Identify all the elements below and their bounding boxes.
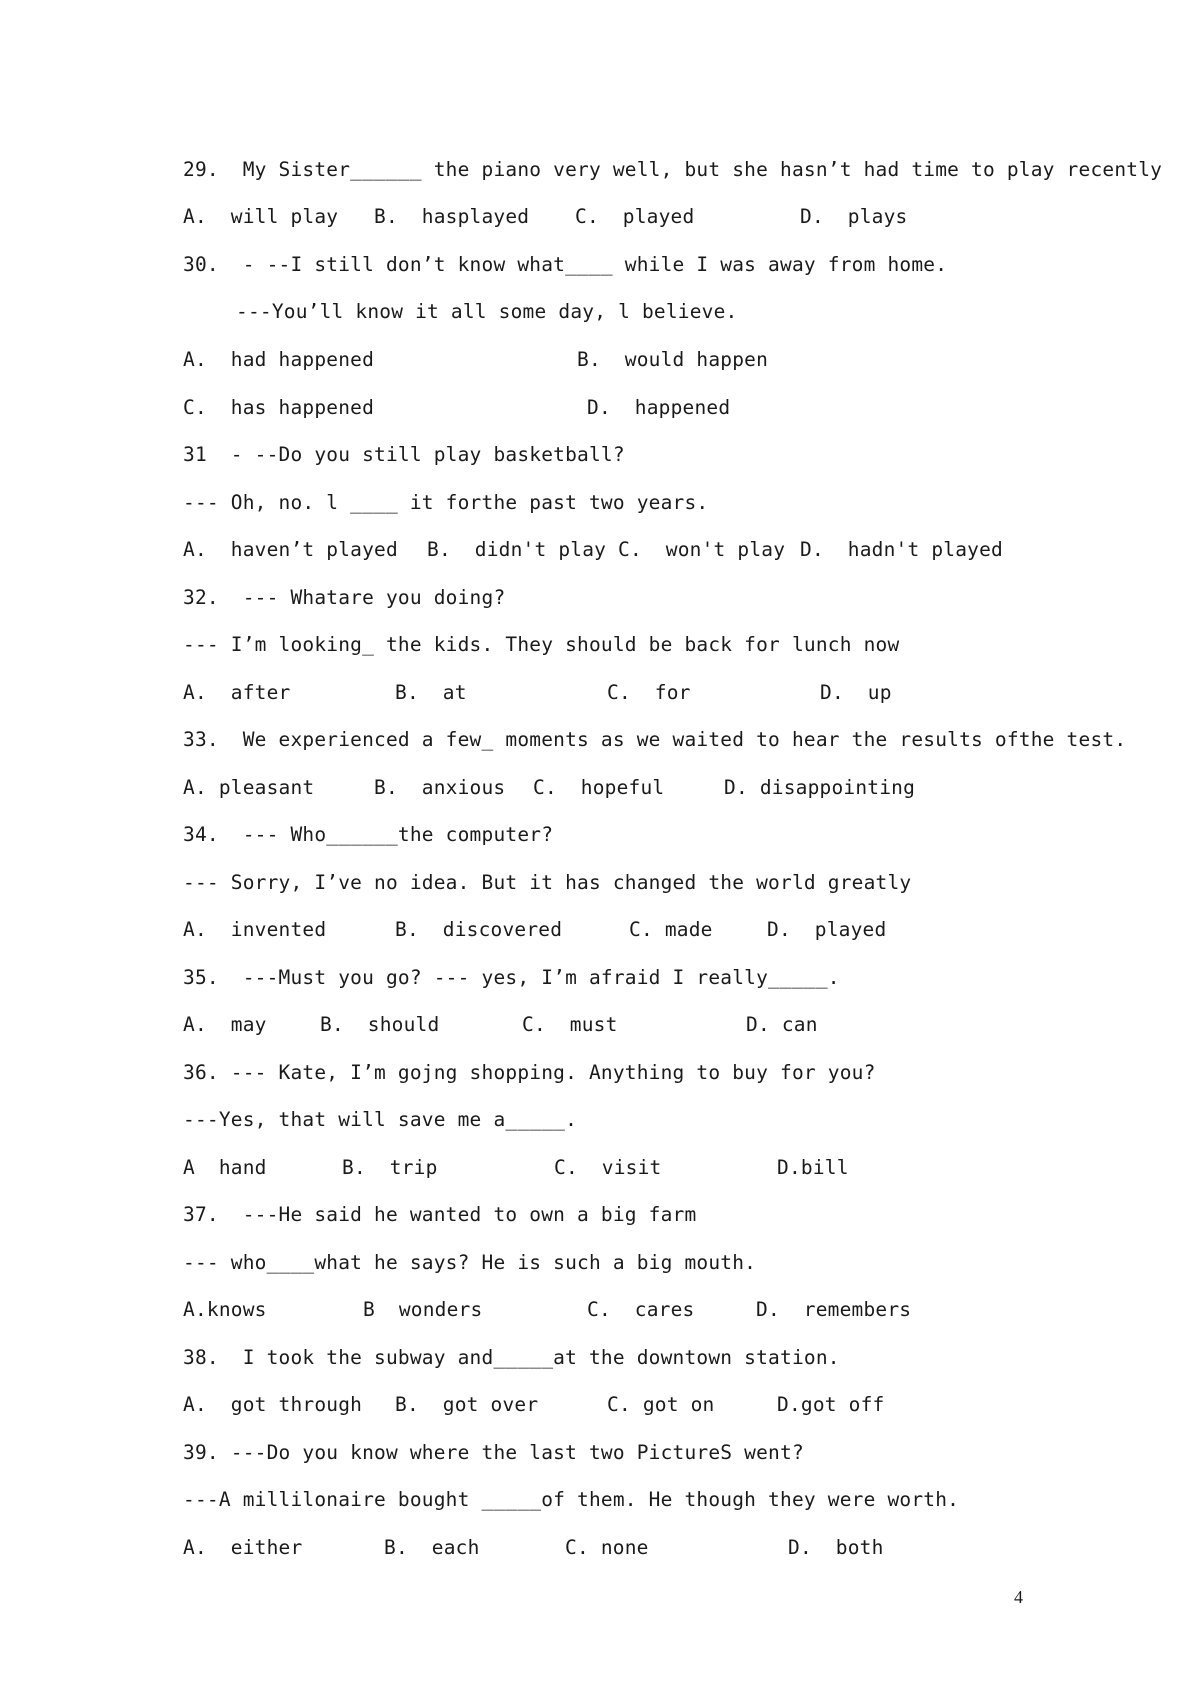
question-37-reply: --- who____what he says? He is such a big mouth.: [183, 1251, 757, 1274]
question-32-option-c: C. for: [607, 681, 691, 704]
question-32-option-a: A. after: [183, 681, 291, 704]
question-39-stem: 39. ---Do you know where the last two PictureS went?: [183, 1441, 804, 1464]
question-36-option-b: B. trip: [342, 1156, 438, 1179]
question-34-stem: 34. --- Who______the computer?: [183, 823, 554, 846]
question-31-reply: --- Oh, no. l ____ it forthe past two years.: [183, 491, 709, 514]
question-37-stem: 37. ---He said he wanted to own a big farm: [183, 1203, 697, 1226]
question-37-option-d: D. remembers: [756, 1298, 912, 1321]
question-29-stem: 29. My Sister______ the piano very well, but she hasn’t had time to play recently: [183, 158, 1163, 181]
question-34-option-d: D. played: [767, 918, 887, 941]
question-29-option-b: B. hasplayed: [374, 205, 530, 228]
question-29-option-c: C. played: [575, 205, 695, 228]
question-29-option-a: A. will play: [183, 205, 339, 228]
question-32-option-d: D. up: [820, 681, 892, 704]
question-38-stem: 38. I took the subway and_____at the downtown station.: [183, 1346, 840, 1369]
question-38-option-d: D.got off: [777, 1393, 885, 1416]
question-36-option-d: D.bill: [777, 1156, 849, 1179]
question-39-option-c: C. none: [565, 1536, 649, 1559]
question-33-stem: 33. We experienced a few_ moments as we waited to hear the results ofthe test.: [183, 728, 1127, 751]
question-33-option-d: D. disappointing: [724, 776, 916, 799]
question-29-option-d: D. plays: [800, 205, 908, 228]
page-number: 4: [1014, 1587, 1023, 1607]
question-35-option-d: D. can: [746, 1013, 818, 1036]
question-31-option-c: C. won't play: [618, 538, 786, 561]
question-30-stem: 30. - --I still don’t know what____ while I was away from home.: [183, 253, 948, 276]
question-38-option-b: B. got over: [395, 1393, 539, 1416]
question-32-reply: --- I’m looking_ the kids. They should be back for lunch now: [183, 633, 900, 656]
question-39-reply: ---A millilonaire bought _____of them. He though they were worth.: [183, 1488, 960, 1511]
question-31-option-a: A. haven’t played: [183, 538, 398, 561]
question-31-option-b: B. didn't play: [427, 538, 607, 561]
question-37-option-b: B wonders: [363, 1298, 483, 1321]
question-33-option-c: C. hopeful: [533, 776, 665, 799]
question-33-option-a: A. pleasant: [183, 776, 315, 799]
question-34-option-c: C. made: [629, 918, 713, 941]
question-36-reply: ---Yes, that will save me a_____.: [183, 1108, 578, 1131]
question-36-option-a: A hand: [183, 1156, 267, 1179]
question-30-option-b: B. would happen: [577, 348, 769, 371]
question-35-option-c: C. must: [522, 1013, 618, 1036]
question-31-option-d: D. hadn't played: [800, 538, 1003, 561]
question-34-reply: --- Sorry, I’ve no idea. But it has changed the world greatly: [183, 871, 912, 894]
question-34-option-a: A. invented: [183, 918, 327, 941]
question-32-option-b: B. at: [395, 681, 467, 704]
question-37-option-c: C. cares: [587, 1298, 695, 1321]
question-36-option-c: C. visit: [554, 1156, 662, 1179]
question-38-option-a: A. got through: [183, 1393, 363, 1416]
question-39-option-b: B. each: [384, 1536, 480, 1559]
question-35-option-a: A. may: [183, 1013, 267, 1036]
question-34-option-b: B. discovered: [395, 918, 563, 941]
question-30-option-d: D. happened: [587, 396, 731, 419]
question-30-option-c: C. has happened: [183, 396, 375, 419]
question-36-stem: 36. --- Kate, I’m gojng shopping. Anything to buy for you?: [183, 1061, 876, 1084]
question-37-option-a: A.knows: [183, 1298, 267, 1321]
question-38-option-c: C. got on: [607, 1393, 715, 1416]
question-33-option-b: B. anxious: [374, 776, 506, 799]
question-31-stem: 31 - --Do you still play basketball?: [183, 443, 625, 466]
question-39-option-d: D. both: [788, 1536, 884, 1559]
question-35-stem: 35. ---Must you go? --- yes, I’m afraid I really_____.: [183, 966, 840, 989]
question-35-option-b: B. should: [320, 1013, 440, 1036]
question-32-stem: 32. --- Whatare you doing?: [183, 586, 506, 609]
question-30-option-a: A. had happened: [183, 348, 375, 371]
question-39-option-a: A. either: [183, 1536, 303, 1559]
question-30-reply: ---You’ll know it all some day, l believe.: [236, 300, 738, 323]
